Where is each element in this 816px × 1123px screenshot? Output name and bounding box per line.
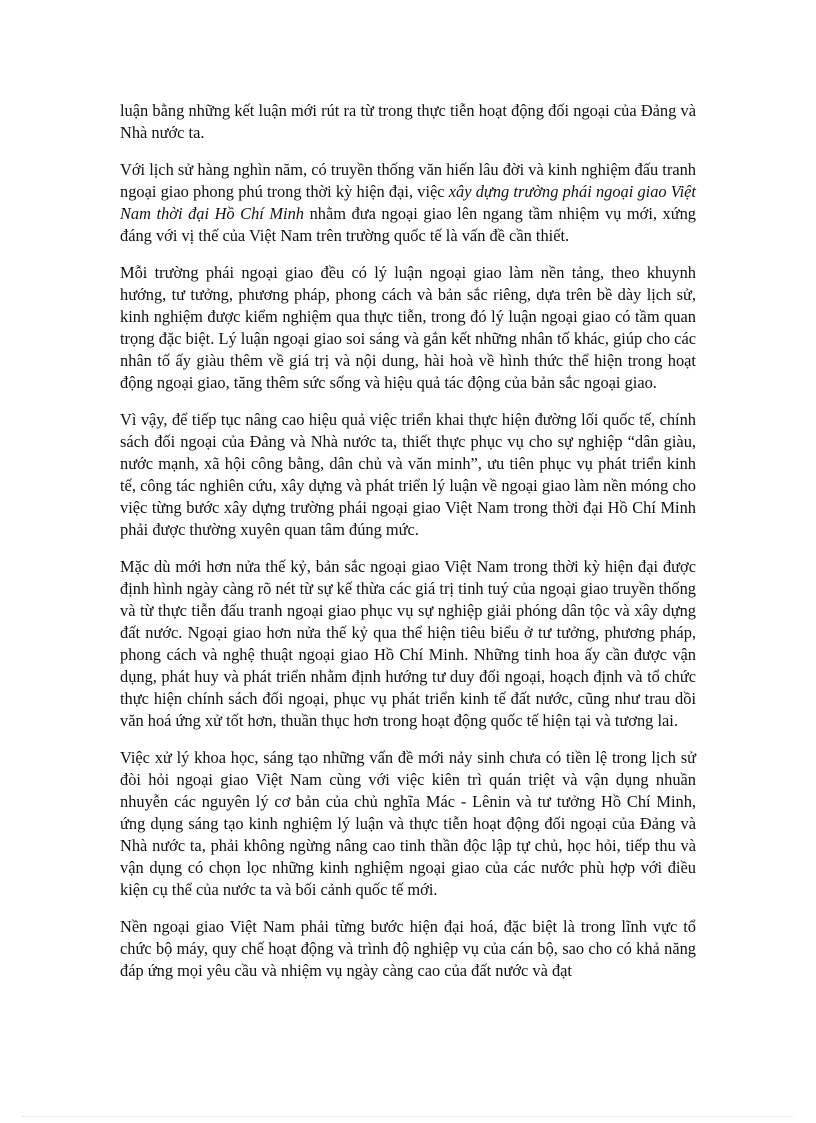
paragraph-4: Vì vậy, để tiếp tục nâng cao hiệu quả việc triển khai thực hiện đường lối quốc tế, chính sách đối ngoại của Đảng và Nhà nước ta, thiết thực phục vụ cho sự nghiệp “dân giàu, nước mạnh, xã hội công bằng, dân chủ và văn minh”, ưu tiên phục vụ phát triển kinh tế, công tác nghiên cứu, xây dựng và phát triển lý luận về ngoại giao làm nền móng cho việc từng bước xây dựng trường phái ngoại giao Việt Nam trong thời đại Hồ Chí Minh phải được thường xuyên quan tâm đúng mức. [120, 410, 696, 539]
page-footer-divider [22, 1116, 794, 1117]
paragraph-2-tail: nhằm đưa ngoại giao lên ngang tầm nhiệm vụ mới, xứng đáng với vị thế của Việt Nam trên trường quốc tế là vấn đề cần thiết. [120, 204, 696, 245]
paragraph-2-italic-phrase: xây dựng trường phái ngoại giao Việt Nam thời đại Hồ Chí Minh [120, 182, 696, 223]
paragraph-5: Mặc dù mới hơn nửa thế kỷ, bản sắc ngoại giao Việt Nam trong thời kỳ hiện đại được định hình ngày càng rõ nét từ sự kế thừa các giá trị tinh tuý của ngoại giao truyền thống và từ thực tiễn đấu tranh ngoại giao phục vụ sự nghiệp giải phóng dân tộc và xây dựng đất nước. Ngoại giao hơn nửa thế kỷ qua thể hiện tiêu biểu ở tư tưởng, phương pháp, phong cách và nghệ thuật ngoại giao Hồ Chí Minh. Những tinh hoa ấy cần được vận dụng, phát huy và phát triển nhằm định hướng tư duy đối ngoại, hoạch định và tổ chức thực hiện chính sách đối ngoại, phục vụ phát triển kinh tế đất nước, cũng như trau dồi văn hoá ứng xử tốt hơn, thuần thục hơn trong hoạt động quốc tế hiện tại và tương lai. [120, 557, 696, 730]
paragraph-3: Mỗi trường phái ngoại giao đều có lý luận ngoại giao làm nền tảng, theo khuynh hướng, tư tưởng, phương pháp, phong cách và bản sắc riêng, dựa trên bề dày lịch sử, kinh nghiệm được kiểm nghiệm qua thực tiễn, trong đó lý luận ngoại giao có tầm quan trọng đặc biệt. Lý luận ngoại giao soi sáng và gắn kết những nhân tố khác, giúp cho các nhân tố ấy giàu thêm về giá trị và nội dung, hài hoà về hình thức thể hiện trong hoạt động ngoại giao, tăng thêm sức sống và hiệu quả tác động của bản sắc ngoại giao. [120, 263, 696, 392]
paragraph-7: Nền ngoại giao Việt Nam phải từng bước hiện đại hoá, đặc biệt là trong lĩnh vực tổ chức bộ máy, quy chế hoạt động và trình độ nghiệp vụ của cán bộ, sao cho có khả năng đáp ứng mọi yêu cầu và nhiệm vụ ngày càng cao của đất nước và đạt [120, 917, 696, 980]
paragraph-1: luận bằng những kết luận mới rút ra từ trong thực tiễn hoạt động đối ngoại của Đảng và Nhà nước ta. [120, 101, 696, 142]
document-body [120, 100, 696, 997]
paragraph-2-lead: Với lịch sử hàng nghìn năm, có truyền thống văn hiến lâu đời và kinh nghiệm đấu tranh ngoại giao phong phú trong thời kỳ hiện đại, việc [120, 160, 696, 201]
paragraph-6: Việc xử lý khoa học, sáng tạo những vấn đề mới nảy sinh chưa có tiền lệ trong lịch sử đòi hỏi ngoại giao Việt Nam cùng với việc kiên trì quán triệt và vận dụng nhuần nhuyễn các nguyên lý cơ bản của chủ nghĩa Mác - Lênin và tư tưởng Hồ Chí Minh, ứng dụng sáng tạo kinh nghiệm lý luận và thực tiễn hoạt động đối ngoại của Đảng và Nhà nước ta, phải không ngừng nâng cao tinh thần độc lập tự chủ, học hỏi, tiếp thu và vận dụng có chọn lọc những kinh nghiệm ngoại giao của các nước phù hợp với điều kiện cụ thể của nước ta và bối cảnh quốc tế mới. [120, 748, 696, 899]
paragraph-2 [120, 159, 696, 247]
